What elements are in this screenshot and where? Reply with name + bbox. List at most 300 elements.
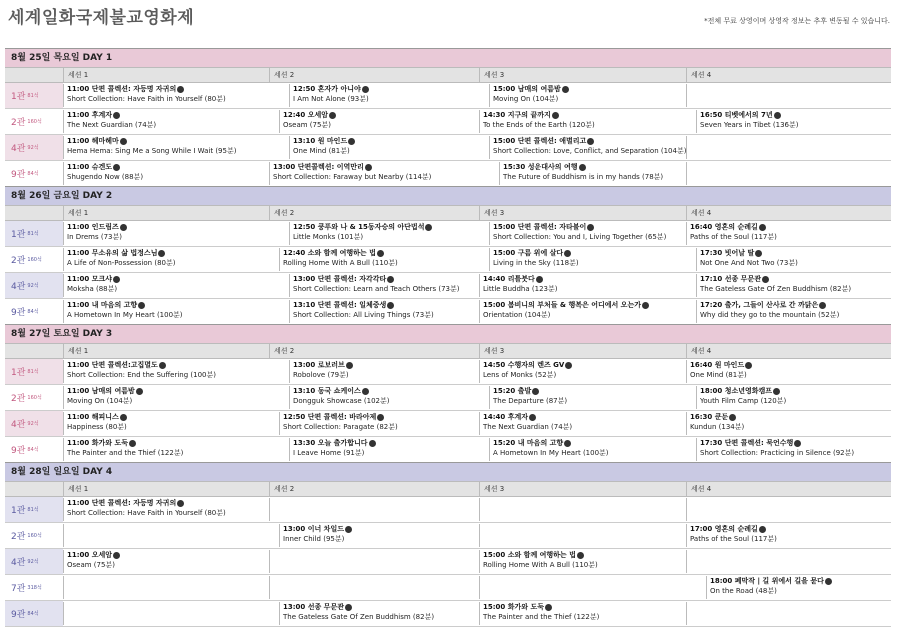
screening-entry[interactable] [63, 248, 269, 271]
screening-time-title [67, 360, 269, 370]
rating-icon [177, 500, 184, 507]
screening-english-title: Robolove (79분) [293, 371, 349, 379]
screening-entry [63, 524, 269, 547]
screening-english-title: Not One And Not Two (73분) [700, 259, 798, 267]
screening-title-text: 11:00 후계자 [67, 111, 113, 119]
screening-entry[interactable] [686, 524, 891, 547]
screening-title-text: 17:30 빗어날 탈 [700, 249, 755, 257]
screening-time-title [283, 524, 479, 534]
day-section [5, 186, 891, 325]
hall-row [5, 247, 891, 273]
screening-time-title [67, 386, 269, 396]
screening-title-text: 11:00 오세암 [67, 551, 113, 559]
rating-icon [113, 164, 120, 171]
hall-label [5, 601, 63, 626]
screening-english-title: Short Collection: Love, Conflict, and Separation (104분) [493, 147, 687, 155]
screening-entry[interactable] [63, 438, 269, 461]
hall-label [5, 135, 63, 160]
rating-icon [564, 250, 571, 257]
screening-english-title: Short Collection: Practicing in Silence (92분) [700, 449, 855, 457]
screening-english-title: Moksha (88분) [67, 285, 118, 293]
screening-entry[interactable] [479, 602, 686, 625]
screening-entry[interactable] [63, 222, 269, 245]
screening-english-title: Rolling Home With A Bull (110분) [483, 561, 598, 569]
session-label: 세션 4 [686, 344, 892, 358]
rating-icon [348, 138, 355, 145]
screening-entry[interactable] [686, 360, 891, 383]
screening-time-title [700, 274, 891, 284]
rating-icon [377, 414, 384, 421]
screening-entry[interactable] [279, 602, 479, 625]
screening-entry[interactable] [63, 300, 269, 323]
screening-english-title: Orientation (104분) [483, 311, 551, 319]
screening-title-text: 12:50 혼자가 아니야 [293, 85, 361, 93]
screening-entry [479, 498, 686, 521]
screening-title-text: 15:00 화가와 도둑 [483, 603, 544, 611]
screening-title-text: 12:50 단편 콜렉션: 바라아제 [283, 413, 377, 421]
hall-row [5, 359, 891, 385]
screening-time-title [67, 110, 269, 120]
session-label: 세션 2 [269, 206, 480, 220]
screening-time-title [493, 248, 686, 258]
hall-label [5, 109, 63, 134]
hall-name: 4관 [11, 420, 26, 430]
screening-time-title [67, 550, 269, 560]
rating-icon [177, 86, 184, 93]
rating-icon [425, 224, 432, 231]
hall-name: 7관 [11, 584, 26, 594]
rating-icon [138, 302, 145, 309]
rating-icon [365, 164, 372, 171]
screening-entry[interactable] [63, 84, 269, 107]
screening-title-text: 16:40 원 마인드 [690, 361, 745, 369]
screening-english-title: Rolling Home With A Bull (110분) [283, 259, 398, 267]
screening-entry[interactable] [686, 412, 891, 435]
rating-icon [825, 578, 832, 585]
screening-entry[interactable] [279, 412, 479, 435]
screening-title-text: 11:00 무소유의 삶 법정스님 [67, 249, 158, 257]
screening-time-title [493, 438, 686, 448]
screening-english-title: Little Monks (101분) [293, 233, 364, 241]
screening-time-title [67, 412, 269, 422]
screening-time-title [67, 274, 269, 284]
day-header: 8월 27일 토요일 DAY 3 [5, 324, 891, 343]
screening-title-text: 17:20 출가, 그들이 산사로 간 까닭은 [700, 301, 819, 309]
screening-title-text: 13:00 로보러브 [293, 361, 345, 369]
screening-title-text: 14:40 후계자 [483, 413, 529, 421]
screening-time-title [293, 274, 479, 284]
screening-english-title: Paths of the Soul (117분) [690, 233, 777, 241]
screening-time-title [67, 84, 269, 94]
hall-name: 1관 [11, 230, 26, 240]
screening-english-title: Short Collection: Have Faith in Yourself (80분) [67, 95, 226, 103]
hall-row [5, 221, 891, 247]
screening-entry[interactable] [63, 550, 269, 573]
screening-entry[interactable] [289, 438, 479, 461]
screening-entry[interactable] [696, 386, 891, 409]
session-label: 세션 1 [63, 344, 270, 358]
rating-icon [120, 414, 127, 421]
screening-entry[interactable] [489, 222, 686, 245]
screening-entry[interactable] [63, 274, 269, 297]
screening-entry[interactable] [279, 110, 479, 133]
screening-title-text: 15:20 출발 [493, 387, 532, 395]
screening-entry [686, 162, 891, 185]
screening-entry [63, 602, 269, 625]
screening-title-text: 15:00 단편 콜렉션: 자타불이 [493, 223, 587, 231]
screening-title-text: 11:00 단편 콜렉션:고집멸도 [67, 361, 158, 369]
screening-title-text: 11:00 인드림즈 [67, 223, 119, 231]
session-label: 세션 4 [686, 68, 892, 82]
screening-time-title [700, 386, 891, 396]
screening-english-title: Living in the Sky (118분) [493, 259, 579, 267]
screening-english-title: Short Collection: End the Suffering (100분) [67, 371, 216, 379]
rating-icon [120, 224, 127, 231]
screening-english-title: A Hometown In My Heart (100분) [67, 311, 183, 319]
hall-row [5, 523, 891, 549]
rating-icon [158, 250, 165, 257]
screening-english-title: A Hometown In My Heart (100분) [493, 449, 609, 457]
screening-entry[interactable] [479, 300, 686, 323]
hall-row [5, 437, 891, 463]
screening-english-title: A Life of Non-Possession (80분) [67, 259, 176, 267]
screening-time-title [503, 162, 686, 172]
screening-english-title: Short Collection: All Living Things (73분) [293, 311, 434, 319]
screening-entry[interactable] [479, 274, 686, 297]
screening-entry [269, 576, 479, 599]
screening-title-text: 13:30 오늘 출가합니다 [293, 439, 368, 447]
rating-icon [346, 362, 353, 369]
screening-title-text: 11:00 해피니스 [67, 413, 119, 421]
screening-entry [686, 84, 891, 107]
rating-icon [587, 224, 594, 231]
screening-english-title: Happiness (80분) [67, 423, 127, 431]
hall-seats: 92석 [27, 559, 39, 565]
screening-english-title: Seven Years in Tibet (136분) [700, 121, 799, 129]
screening-entry[interactable] [289, 386, 479, 409]
screening-title-text: 14:50 수행자의 렌즈 GV [483, 361, 565, 369]
hall-label [5, 221, 63, 246]
screening-entry[interactable] [63, 162, 269, 185]
hall-name: 9관 [11, 446, 26, 456]
hall-seats: 318석 [27, 585, 42, 591]
rating-icon [529, 414, 536, 421]
screening-time-title [493, 386, 686, 396]
hall-seats: 81석 [27, 369, 39, 375]
rating-icon [159, 362, 166, 369]
screening-entry[interactable] [63, 136, 269, 159]
hall-name: 9관 [11, 170, 26, 180]
screening-entry[interactable] [696, 438, 891, 461]
screening-entry[interactable] [479, 110, 686, 133]
screening-title-text: 13:00 이너 차일드 [283, 525, 344, 533]
screening-entry[interactable] [289, 84, 479, 107]
session-label: 세션 4 [686, 206, 892, 220]
screening-time-title [483, 300, 686, 310]
screening-english-title: The Next Guardian (74분) [483, 423, 573, 431]
hall-label [5, 437, 63, 462]
hall-row [5, 601, 891, 627]
session-label: 세션 1 [63, 68, 270, 82]
screening-entry[interactable] [696, 110, 891, 133]
screening-title-text: 11:00 화가와 도둑 [67, 439, 128, 447]
screening-entry[interactable] [686, 222, 891, 245]
rating-icon [362, 388, 369, 395]
hall-label [5, 411, 63, 436]
hall-row [5, 575, 891, 601]
screening-title-text: 18:00 폐막작 | 길 위에서 길을 묻다 [710, 577, 824, 585]
rating-icon [579, 164, 586, 171]
screening-english-title: In Drems (73분) [67, 233, 122, 241]
session-label: 세션 1 [63, 206, 270, 220]
session-header-row [5, 67, 891, 83]
screening-entry[interactable] [289, 360, 479, 383]
screening-entry[interactable] [489, 438, 686, 461]
screening-time-title [283, 110, 479, 120]
screening-english-title: Paths of the Soul (117분) [690, 535, 777, 543]
rating-icon [729, 414, 736, 421]
free-screening-notice: *전체 무료 상영이며 상영작 정보는 추후 변동될 수 있습니다. [704, 17, 890, 25]
screening-english-title: To the Ends of the Earth (120분) [483, 121, 595, 129]
screening-time-title [483, 274, 686, 284]
hall-seats: 92석 [27, 145, 39, 151]
hall-name: 2관 [11, 256, 26, 266]
hall-seats: 160석 [27, 533, 42, 539]
session-header-row [5, 481, 891, 497]
screening-entry [686, 602, 891, 625]
hall-label [5, 273, 63, 298]
rating-icon [587, 138, 594, 145]
day-header: 8월 28일 일요일 DAY 4 [5, 462, 891, 481]
rating-icon [819, 302, 826, 309]
hall-row [5, 83, 891, 109]
screening-title-text: 16:30 쿤둔 [690, 413, 729, 421]
screening-title-text: 13:00 단편콜렉션: 이역만리 [273, 163, 364, 171]
screening-entry[interactable] [489, 136, 686, 159]
hall-seats: 84석 [27, 447, 39, 453]
screening-entry[interactable] [289, 222, 479, 245]
hall-name: 4관 [11, 282, 26, 292]
rating-icon [345, 526, 352, 533]
screening-english-title: The Future of Buddhism is in my hands (78분) [503, 173, 664, 181]
screening-entry[interactable] [696, 248, 891, 271]
screening-title-text: 16:40 영혼의 순례길 [690, 223, 758, 231]
hall-row [5, 135, 891, 161]
hall-name: 4관 [11, 558, 26, 568]
screening-entry [686, 550, 891, 573]
session-label: 세션 2 [269, 68, 480, 82]
screening-entry[interactable] [279, 248, 479, 271]
screening-entry[interactable] [63, 386, 269, 409]
screening-entry[interactable] [489, 386, 686, 409]
hall-row [5, 273, 891, 299]
screening-time-title [700, 438, 891, 448]
hall-name: 2관 [11, 394, 26, 404]
screening-time-title [293, 136, 479, 146]
screening-english-title: Dongguk Showcase (102분) [293, 397, 390, 405]
hall-name: 2관 [11, 532, 26, 542]
hall-label [5, 83, 63, 108]
screening-english-title: One Mind (81분) [293, 147, 350, 155]
screening-entry [63, 576, 269, 599]
screening-title-text: 15:00 남매의 여름밤 [493, 85, 561, 93]
screening-time-title [493, 84, 686, 94]
screening-english-title: Short Collection: Have Faith in Yourself (80분) [67, 509, 226, 517]
screening-time-title [67, 438, 269, 448]
hall-name: 1관 [11, 506, 26, 516]
screening-english-title: Short Collection: You and I, Living Together (65분) [493, 233, 667, 241]
hall-label [5, 299, 63, 324]
screening-title-text: 11:00 슈겐도 [67, 163, 113, 171]
session-label: 세션 3 [479, 344, 687, 358]
rating-icon [120, 138, 127, 145]
screening-time-title [483, 360, 686, 370]
screening-title-text: 12:40 소와 함께 여행하는 법 [283, 249, 376, 257]
screening-title-text: 16:50 티벳에서의 7년 [700, 111, 773, 119]
rating-icon [759, 526, 766, 533]
session-label: 세션 3 [479, 206, 687, 220]
screening-entry [479, 576, 686, 599]
rating-icon [564, 440, 571, 447]
hall-row [5, 161, 891, 187]
screening-entry [269, 550, 479, 573]
screening-time-title [483, 110, 686, 120]
hall-seats: 160석 [27, 257, 42, 263]
rating-icon [759, 224, 766, 231]
screening-time-title [690, 524, 891, 534]
screening-entry [686, 498, 891, 521]
screening-time-title [483, 602, 686, 612]
screening-title-text: 14:30 지구의 끝까지 [483, 111, 551, 119]
day-section [5, 462, 891, 627]
rating-icon [387, 276, 394, 283]
screening-title-text: 15:00 단편 콜렉션: 애별리고 [493, 137, 587, 145]
screening-time-title [273, 162, 479, 172]
day-section [5, 48, 891, 187]
session-label: 세션 2 [269, 344, 480, 358]
screening-entry[interactable] [696, 300, 891, 323]
screening-time-title [700, 300, 891, 310]
screening-english-title: Shugendo Now (88분) [67, 173, 144, 181]
screening-english-title: The Painter and the Thief (122분) [67, 449, 184, 457]
screening-entry[interactable] [696, 274, 891, 297]
screening-english-title: On the Road (48분) [710, 587, 777, 595]
screening-entry[interactable] [63, 110, 269, 133]
rating-icon [369, 440, 376, 447]
screening-time-title [293, 300, 479, 310]
screening-title-text: 17:30 단편 콜렉션: 묵언수행 [700, 439, 794, 447]
rating-icon [774, 112, 781, 119]
screening-time-title [493, 222, 686, 232]
session-header-row [5, 343, 891, 359]
rating-icon [136, 388, 143, 395]
screening-title-text: 12:50 쿵푸와 나 & 15동자승의 아단법석 [293, 223, 425, 231]
hall-label [5, 523, 63, 548]
screening-title-text: 15:00 봄비니의 부처들 & 행복은 어디에서 오는가 [483, 301, 641, 309]
hall-seats: 92석 [27, 283, 39, 289]
screening-entry [269, 498, 479, 521]
rating-icon [129, 440, 136, 447]
screening-entry [479, 524, 686, 547]
hall-label [5, 575, 63, 600]
screening-time-title [483, 550, 686, 560]
screening-entry[interactable] [63, 412, 269, 435]
rating-icon [536, 276, 543, 283]
hall-row [5, 497, 891, 523]
screening-title-text: 11:00 단편 콜렉션: 자등명 자귀의 [67, 499, 177, 507]
hall-name: 1관 [11, 368, 26, 378]
screening-entry[interactable] [489, 84, 686, 107]
screening-english-title: Short Collection: Faraway but Nearby (114분) [273, 173, 432, 181]
screening-time-title [67, 498, 269, 508]
screening-entry[interactable] [489, 248, 686, 271]
hall-seats: 92석 [27, 421, 39, 427]
screening-entry[interactable] [279, 524, 479, 547]
hall-seats: 81석 [27, 93, 39, 99]
screening-entry[interactable] [63, 360, 269, 383]
screening-time-title [67, 162, 269, 172]
screening-time-title [293, 222, 479, 232]
screening-title-text: 17:00 영혼의 순례길 [690, 525, 758, 533]
screening-title-text: 14:40 리틀붓다 [483, 275, 535, 283]
screening-entry[interactable] [289, 136, 479, 159]
screening-english-title: Youth Film Camp (120분) [700, 397, 787, 405]
screening-entry[interactable] [499, 162, 686, 185]
screening-time-title [283, 412, 479, 422]
screening-title-text: 11:00 헤마헤마 [67, 137, 119, 145]
screening-english-title: Kundun (134분) [690, 423, 745, 431]
screening-title-text: 17:10 선종 무문관 [700, 275, 761, 283]
rating-icon [387, 302, 394, 309]
screening-english-title: Lens of Monks (52분) [483, 371, 557, 379]
rating-icon [545, 604, 552, 611]
screening-entry[interactable] [479, 360, 686, 383]
hall-row [5, 299, 891, 325]
screening-english-title: The Departure (87분) [493, 397, 568, 405]
session-label: 세션 4 [686, 482, 892, 496]
screening-title-text: 15:20 내 마음의 고향 [493, 439, 564, 447]
screening-english-title: Short Collection: Learn and Teach Others (73분) [293, 285, 460, 293]
hall-seats: 84석 [27, 309, 39, 315]
screening-time-title [293, 360, 479, 370]
rating-icon [577, 552, 584, 559]
screening-english-title: Moving On (104분) [67, 397, 133, 405]
rating-icon [113, 552, 120, 559]
screening-entry[interactable] [289, 274, 479, 297]
screening-time-title [293, 438, 479, 448]
hall-label [5, 247, 63, 272]
screening-english-title: The Gateless Gate Of Zen Buddhism (82분) [700, 285, 852, 293]
screening-entry[interactable] [289, 300, 479, 323]
screening-entry[interactable] [706, 576, 891, 599]
rating-icon [565, 362, 572, 369]
screening-time-title [293, 84, 479, 94]
screening-entry[interactable] [269, 162, 479, 185]
screening-entry[interactable] [479, 412, 686, 435]
screening-time-title [483, 412, 686, 422]
screening-entry[interactable] [479, 550, 686, 573]
screening-time-title [710, 576, 891, 586]
screening-entry[interactable] [63, 498, 269, 521]
screening-title-text: 12:40 오세암 [283, 111, 329, 119]
hall-label [5, 497, 63, 522]
day-header: 8월 26일 금요일 DAY 2 [5, 186, 891, 205]
screening-title-text: 11:00 모크샤 [67, 275, 113, 283]
hall-name: 2관 [11, 118, 26, 128]
screening-time-title [700, 110, 891, 120]
hall-name: 9관 [11, 610, 26, 620]
rating-icon [794, 440, 801, 447]
